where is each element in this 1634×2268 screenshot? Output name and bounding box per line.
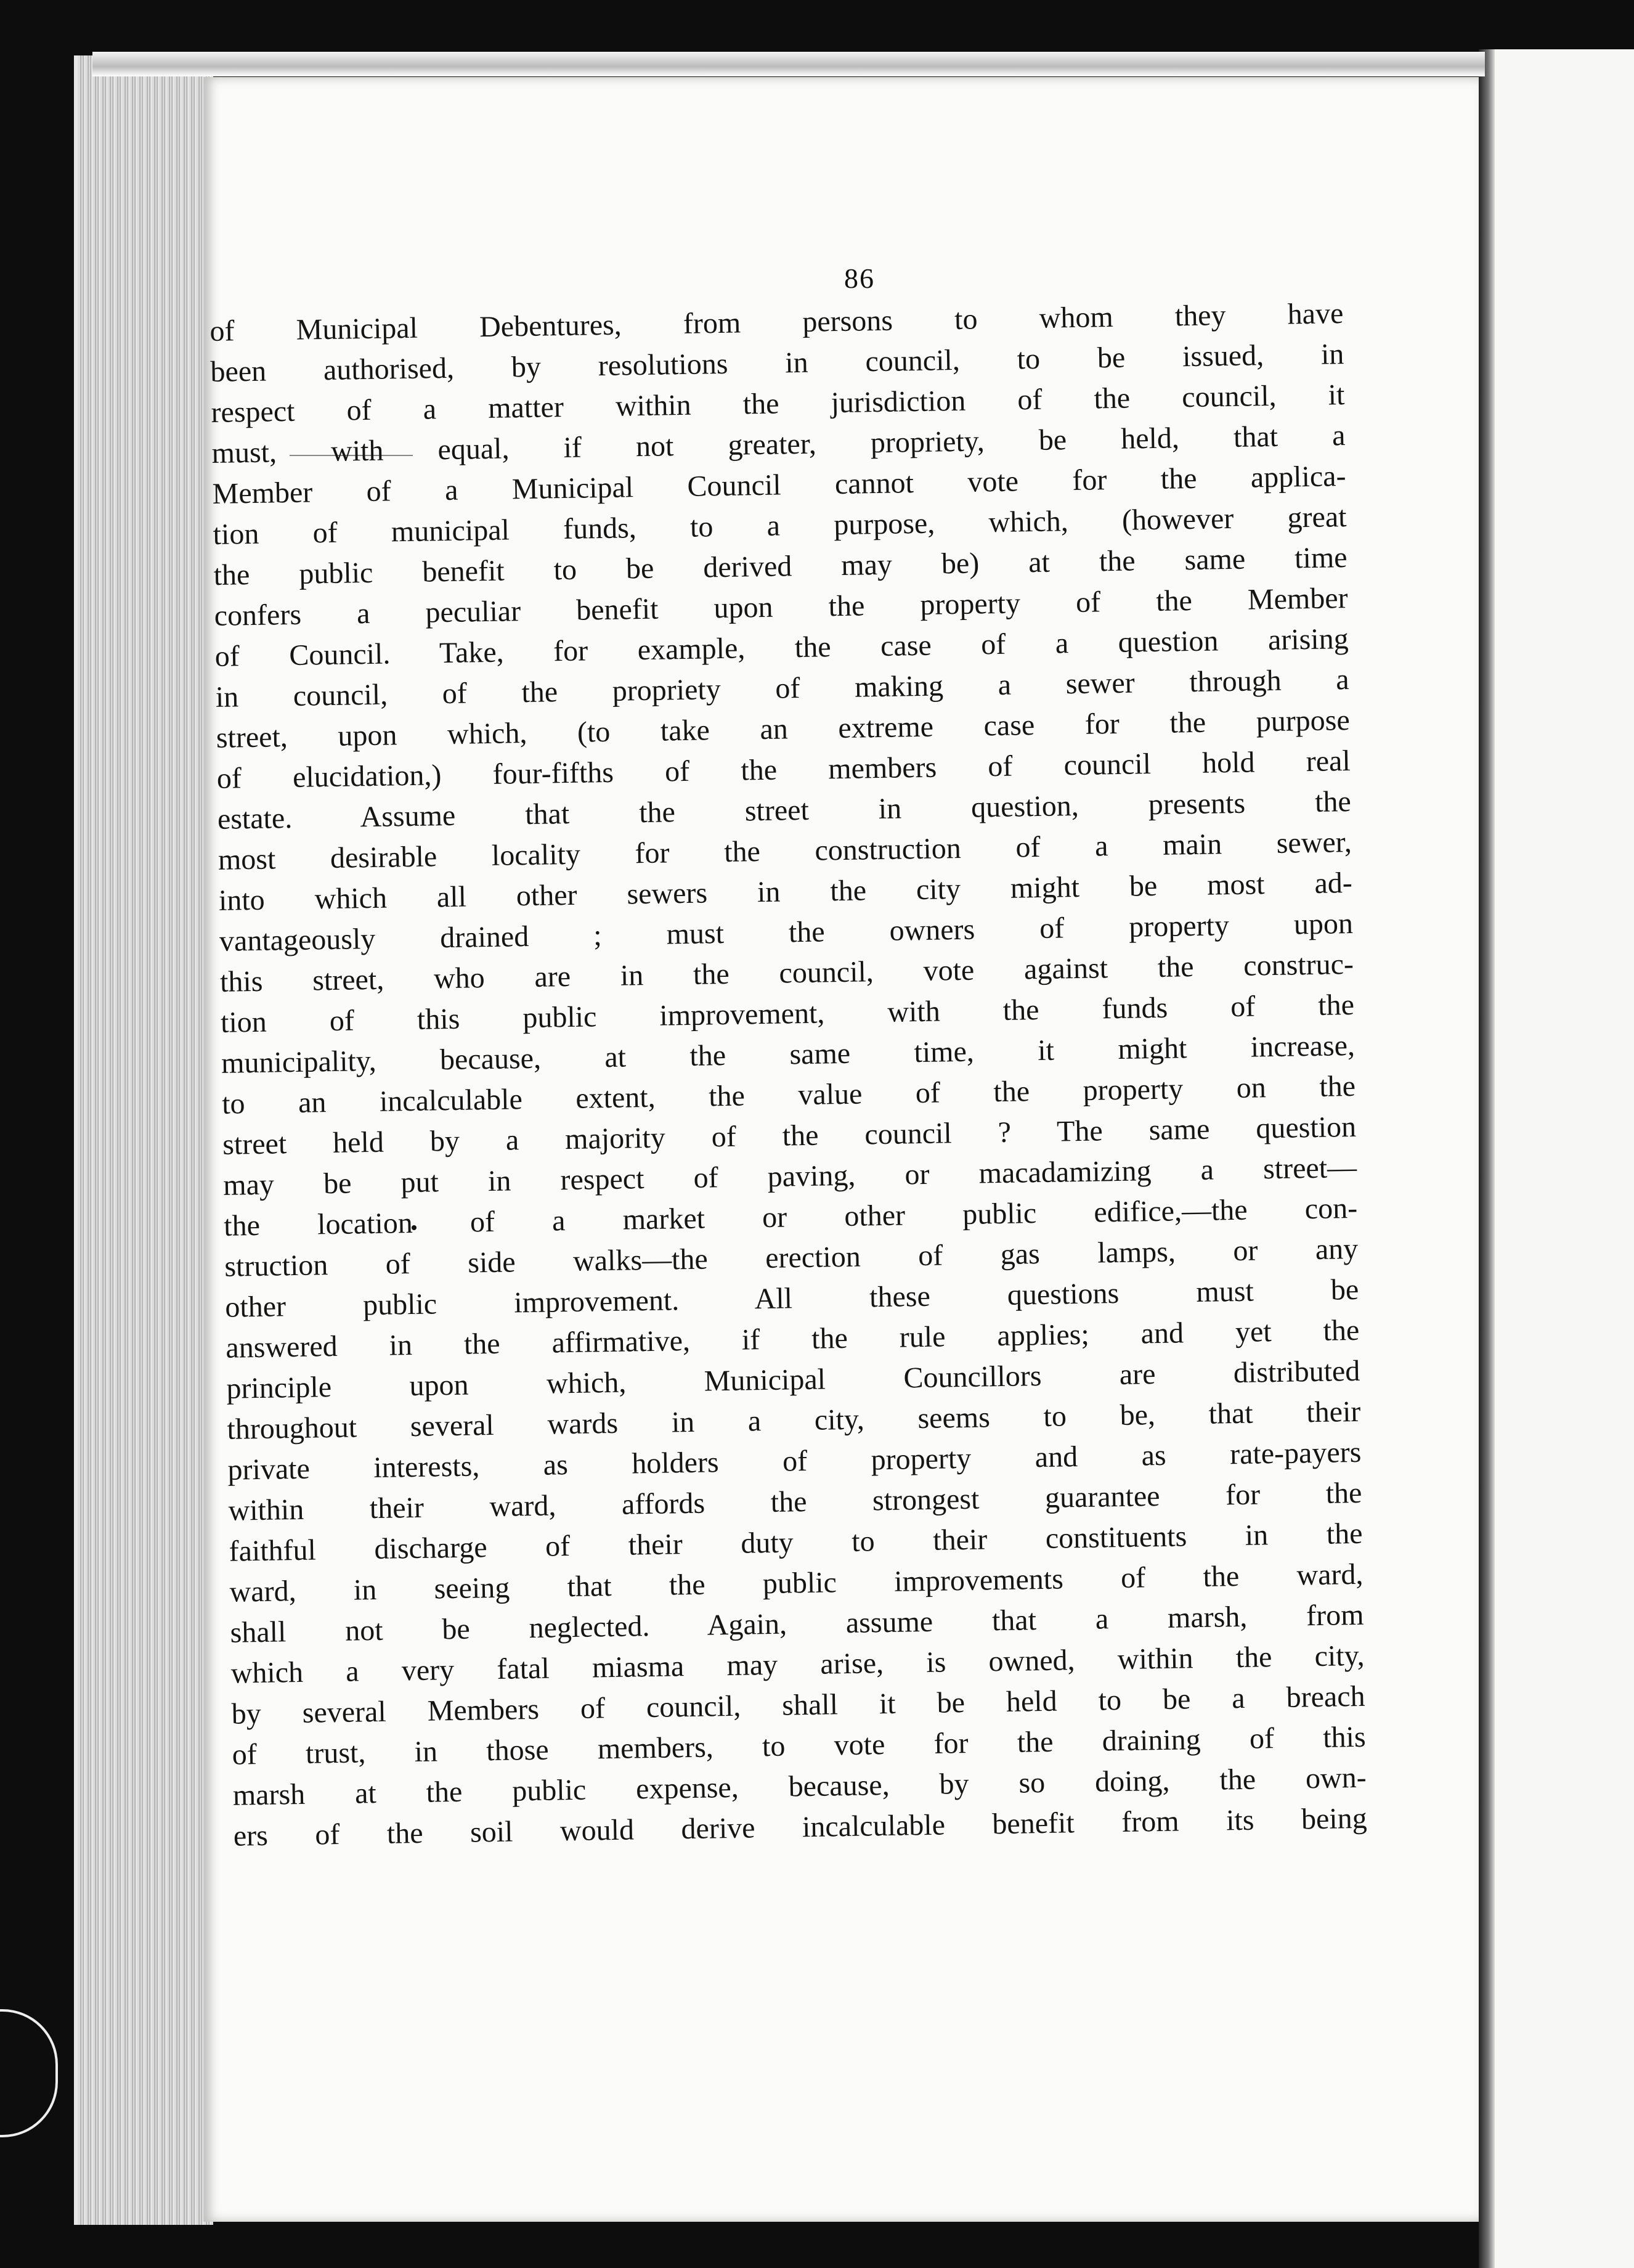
text-line: the location of a market or other public edifice,—the con- xyxy=(223,1191,1358,1242)
text-line: street held by a majority of the council ? The same question xyxy=(222,1110,1357,1161)
text-line: municipality, because, at the same time, it might increase, xyxy=(221,1029,1356,1080)
text-line: shall not be neglected. Again, assume that a marsh, from xyxy=(230,1598,1364,1649)
text-line: confers a peculiar benefit upon the property of the Member xyxy=(214,582,1348,632)
page-edges-stack xyxy=(74,55,213,2225)
text-line: been authorised, by resolutions in council, to be issued, in xyxy=(210,338,1344,388)
text-line: vantageously drained ; must the owners of property upon xyxy=(219,907,1354,958)
text-line: of Municipal Debentures, from persons to whom they have xyxy=(209,297,1344,348)
text-line: within their ward, affords the strongest guarantee for the xyxy=(228,1476,1362,1527)
text-line: ers of the soil would derive incalculable benefit from its being xyxy=(233,1801,1368,1853)
text-line: marsh at the public expense, because, by so doing, the own- xyxy=(232,1761,1367,1812)
text-line: by several Members of council, shall it be held to be a breach xyxy=(231,1679,1365,1731)
text-line: tion of this public improvement, with the funds of the xyxy=(220,988,1355,1039)
text-line: faithful discharge of their duty to their constituents in the xyxy=(229,1517,1363,1568)
text-line: street, upon which, (to take an extreme case for the purpose xyxy=(216,704,1351,754)
page-edges-top xyxy=(92,52,1485,76)
text-line: ward, in seeing that the public improvements of the ward, xyxy=(229,1557,1364,1609)
text-line: principle upon which, Municipal Councillors are distributed xyxy=(226,1354,1360,1405)
text-line: must, with equal, if not greater, propriety, be held, that a xyxy=(211,419,1346,470)
text-line: other public improvement. All these questions must be xyxy=(224,1273,1359,1324)
page-number: 86 xyxy=(844,263,875,294)
text-line: of trust, in those members, to vote for the draining of this xyxy=(232,1720,1366,1771)
body-text xyxy=(209,293,1367,1857)
text-line: private interests, as holders of property and as rate-payers xyxy=(227,1435,1362,1487)
text-line: may be put in respect of paving, or macadamizing a street— xyxy=(222,1151,1357,1202)
text-line: Member of a Municipal Council cannot vote for the applica- xyxy=(212,460,1346,510)
facing-page-edge xyxy=(1479,49,1634,2268)
text-line: estate. Assume that the street in question, presents the xyxy=(217,785,1352,836)
text-line: struction of side walks—the erection of gas lamps, or any xyxy=(224,1232,1359,1283)
text-line: into which all other sewers in the city might be most ad- xyxy=(218,866,1353,917)
text-line: of elucidation,) four-fifths of the members of council hold real xyxy=(216,744,1351,795)
text-line: respect of a matter within the jurisdiction of the council, it xyxy=(211,378,1345,429)
text-line: this street, who are in the council, vote against the construc- xyxy=(219,947,1354,998)
text-line: tion of municipal funds, to a purpose, which, (however great xyxy=(213,500,1347,551)
text-line: to an incalculable extent, the value of the property on the xyxy=(221,1069,1356,1120)
text-line: most desirable locality for the construction of a main sewer, xyxy=(217,825,1352,876)
text-line: of Council. Take, for example, the case of a question arising xyxy=(214,622,1349,673)
text-line: the public benefit to be derived may be) at the same time xyxy=(213,541,1347,592)
text-line: which a very fatal miasma may arise, is owned, within the city, xyxy=(230,1639,1365,1690)
text-line: answered in the affirmative, if the rule applies; and yet the xyxy=(226,1313,1360,1364)
text-line: in council, of the propriety of making a sewer through a xyxy=(215,663,1350,714)
book-binding xyxy=(1479,49,1495,2268)
text-line: throughout several wards in a city, seems to be, that their xyxy=(227,1395,1361,1446)
